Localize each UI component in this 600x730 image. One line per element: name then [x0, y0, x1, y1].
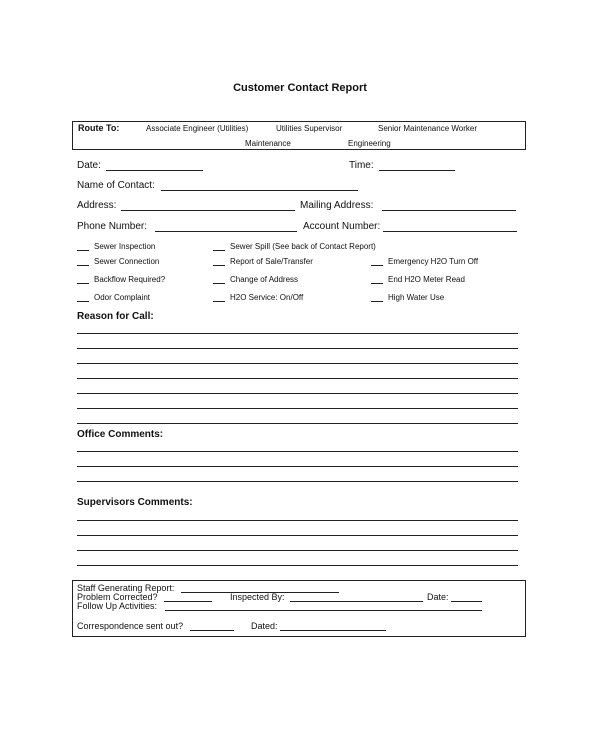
- report-title: Customer Contact Report: [233, 82, 367, 94]
- checkbox-backflow-required[interactable]: [77, 283, 89, 284]
- checkbox-high-water-use[interactable]: [371, 301, 383, 302]
- dated-label: Dated:: [251, 621, 278, 631]
- office-comments-heading: Office Comments:: [77, 429, 164, 440]
- footer-date-label: Date:: [427, 592, 449, 602]
- check-label-change-of-address: Change of Address: [230, 275, 299, 284]
- checkbox-end-meter-read[interactable]: [371, 283, 383, 284]
- name-of-contact-field[interactable]: [161, 190, 358, 191]
- date-field[interactable]: [106, 170, 203, 171]
- route-option-utilities-supervisor[interactable]: Utilities Supervisor: [276, 124, 343, 133]
- date-label: Date:: [77, 160, 101, 171]
- name-of-contact-label: Name of Contact:: [77, 180, 155, 191]
- reason-line[interactable]: [77, 363, 518, 364]
- check-label-sewer-spill: Sewer Spill (See back of Contact Report): [230, 242, 376, 251]
- reason-line[interactable]: [77, 408, 518, 409]
- check-label-report-of-sale: Report of Sale/Transfer: [230, 257, 313, 266]
- reason-line[interactable]: [77, 423, 518, 424]
- office-comments-line[interactable]: [77, 481, 518, 482]
- route-option-engineering[interactable]: Engineering: [348, 139, 391, 148]
- check-label-odor-complaint: Odor Complaint: [94, 293, 151, 302]
- check-label-backflow-required: Backflow Required?: [94, 275, 166, 284]
- check-label-high-water-use: High Water Use: [388, 293, 445, 302]
- account-number-label: Account Number:: [303, 221, 381, 232]
- reason-line[interactable]: [77, 378, 518, 379]
- reason-line[interactable]: [77, 393, 518, 394]
- check-label-end-meter-read: End H2O Meter Read: [388, 275, 465, 284]
- reason-for-call-heading: Reason for Call:: [77, 311, 154, 322]
- route-to-label: Route To:: [78, 123, 120, 133]
- checkbox-change-of-address[interactable]: [213, 283, 225, 284]
- checkbox-sewer-inspection[interactable]: [77, 250, 89, 251]
- reason-line[interactable]: [77, 333, 518, 334]
- route-option-associate-engineer[interactable]: Associate Engineer (Utilities): [146, 124, 249, 133]
- account-number-field[interactable]: [383, 231, 517, 232]
- dated-field[interactable]: [280, 630, 386, 631]
- route-option-senior-maintenance-worker[interactable]: Senior Maintenance Worker: [378, 124, 478, 133]
- office-comments-line[interactable]: [77, 451, 518, 452]
- footer-date-field[interactable]: [451, 601, 482, 602]
- check-label-sewer-connection: Sewer Connection: [94, 257, 160, 266]
- staff-generating-report-label: Staff Generating Report:: [77, 583, 175, 593]
- route-option-maintenance[interactable]: Maintenance: [245, 139, 291, 148]
- checkbox-sewer-spill[interactable]: [213, 250, 225, 251]
- phone-number-field[interactable]: [155, 231, 297, 232]
- checkbox-h2o-service[interactable]: [213, 301, 225, 302]
- checkbox-odor-complaint[interactable]: [77, 301, 89, 302]
- check-label-sewer-inspection: Sewer Inspection: [94, 242, 156, 251]
- supervisors-comments-line[interactable]: [77, 565, 518, 566]
- problem-corrected-field[interactable]: [164, 601, 212, 602]
- address-field[interactable]: [121, 210, 295, 211]
- address-label: Address:: [77, 200, 117, 211]
- supervisors-comments-line[interactable]: [77, 520, 518, 521]
- problem-corrected-label: Problem Corrected?: [77, 592, 158, 602]
- mailing-address-label: Mailing Address:: [300, 200, 374, 211]
- phone-number-label: Phone Number:: [77, 221, 148, 232]
- correspondence-sent-out-label: Correspondence sent out?: [77, 621, 184, 631]
- time-label: Time:: [349, 160, 374, 171]
- reason-line[interactable]: [77, 348, 518, 349]
- office-comments-line[interactable]: [77, 466, 518, 467]
- time-field[interactable]: [379, 170, 455, 171]
- checkbox-emergency-turn-off[interactable]: [371, 265, 383, 266]
- inspected-by-field[interactable]: [290, 601, 423, 602]
- mailing-address-field[interactable]: [382, 210, 516, 211]
- supervisors-comments-heading: Supervisors Comments:: [77, 497, 193, 508]
- checkbox-sewer-connection[interactable]: [77, 265, 89, 266]
- supervisors-comments-line[interactable]: [77, 550, 518, 551]
- follow-up-activities-field[interactable]: [165, 610, 482, 611]
- supervisors-comments-line[interactable]: [77, 535, 518, 536]
- checkbox-report-of-sale[interactable]: [213, 265, 225, 266]
- correspondence-sent-out-field[interactable]: [190, 630, 234, 631]
- follow-up-activities-label: Follow Up Activities:: [77, 601, 158, 611]
- inspected-by-label: Inspected By:: [230, 592, 285, 602]
- check-label-emergency-turn-off: Emergency H2O Turn Off: [388, 257, 479, 266]
- check-label-h2o-service: H2O Service: On/Off: [230, 293, 304, 302]
